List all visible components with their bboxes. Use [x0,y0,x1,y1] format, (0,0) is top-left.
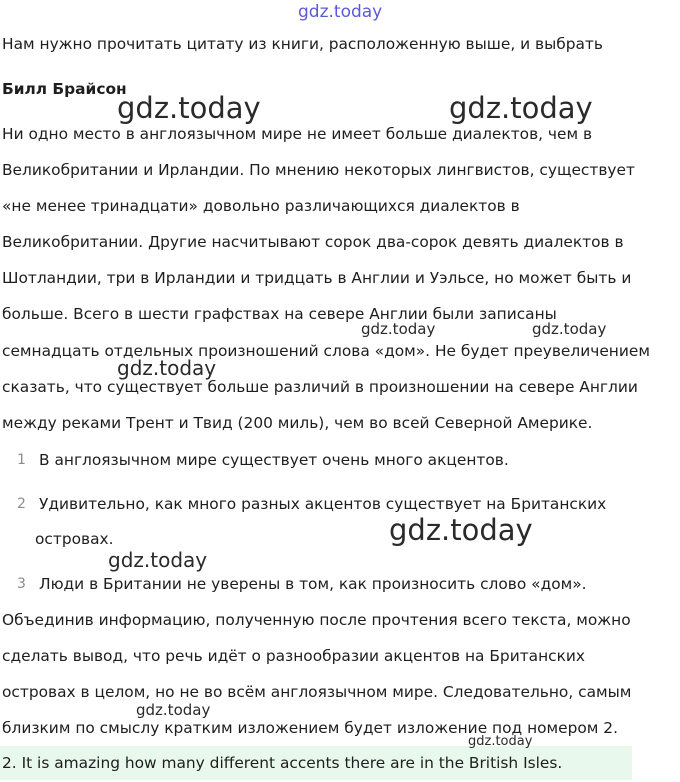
conclusion-line: островах в целом, но не во всём англоязычном мире. Следовательно, самым [2,683,632,701]
option-text: В англоязычном мире существует очень много акцентов. [39,451,509,469]
quote-line: «не менее тринадцати» довольно различающихся диалектов в [2,197,520,215]
watermark: gdz.today [117,91,261,125]
intro-text: Нам нужно прочитать цитату из книги, расположенную выше, и выбрать [2,35,603,53]
quote-line: больше. Всего в шести графствах на севере Англии были записаны [2,305,557,323]
author-name: Билл Брайсон [2,80,127,98]
conclusion-line: Объединив информацию, полученную после прочтения всего текста, можно [2,611,631,629]
quote-line: Великобритании. Другие насчитывают сорок два-сорок девять диалектов в [2,233,624,251]
watermark-top: gdz.today [298,2,383,22]
option-number: 1 [17,452,26,468]
conclusion-line: сделать вывод, что речь идёт о разнообразии акцентов на Британских [2,647,586,665]
quote-line: Ни одно место в англоязычном мире не имеет больше диалектов, чем в [2,125,593,143]
watermark: gdz.today [117,356,217,380]
watermark: gdz.today [449,91,593,125]
watermark: gdz.today [361,320,436,338]
watermark: gdz.today [136,701,211,719]
option-number: 3 [17,576,26,592]
option-text: Удивительно, как много разных акцентов существует на Британских [39,495,607,513]
option-text: островах. [35,530,114,548]
watermark: gdz.today [389,513,533,547]
quote-line: семнадцать отдельных произношений слова «дом». Не будет преувеличением [2,342,650,360]
watermark: gdz.today [532,320,607,338]
quote-line: Великобритании и Ирландии. По мнению некоторых лингвистов, существует [2,161,635,179]
option-number: 2 [17,496,26,512]
watermark: gdz.today [468,734,533,749]
quote-line: сказать, что существует больше различий в произношении на севере Англии [2,378,638,396]
answer-text: 2. It is amazing how many different accents there are in the British Isles. [2,754,563,772]
quote-line: между реками Трент и Твид (200 миль), чем во всей Северной Америке. [2,414,593,432]
conclusion-line: близким по смыслу кратким изложением будет изложение под номером 2. [2,719,618,737]
watermark: gdz.today [108,548,208,572]
quote-line: Шотландии, три в Ирландии и тридцать в Англии и Уэльсе, но может быть и [2,269,632,287]
option-text: Люди в Британии не уверены в том, как произносить слово «дом». [39,575,587,593]
